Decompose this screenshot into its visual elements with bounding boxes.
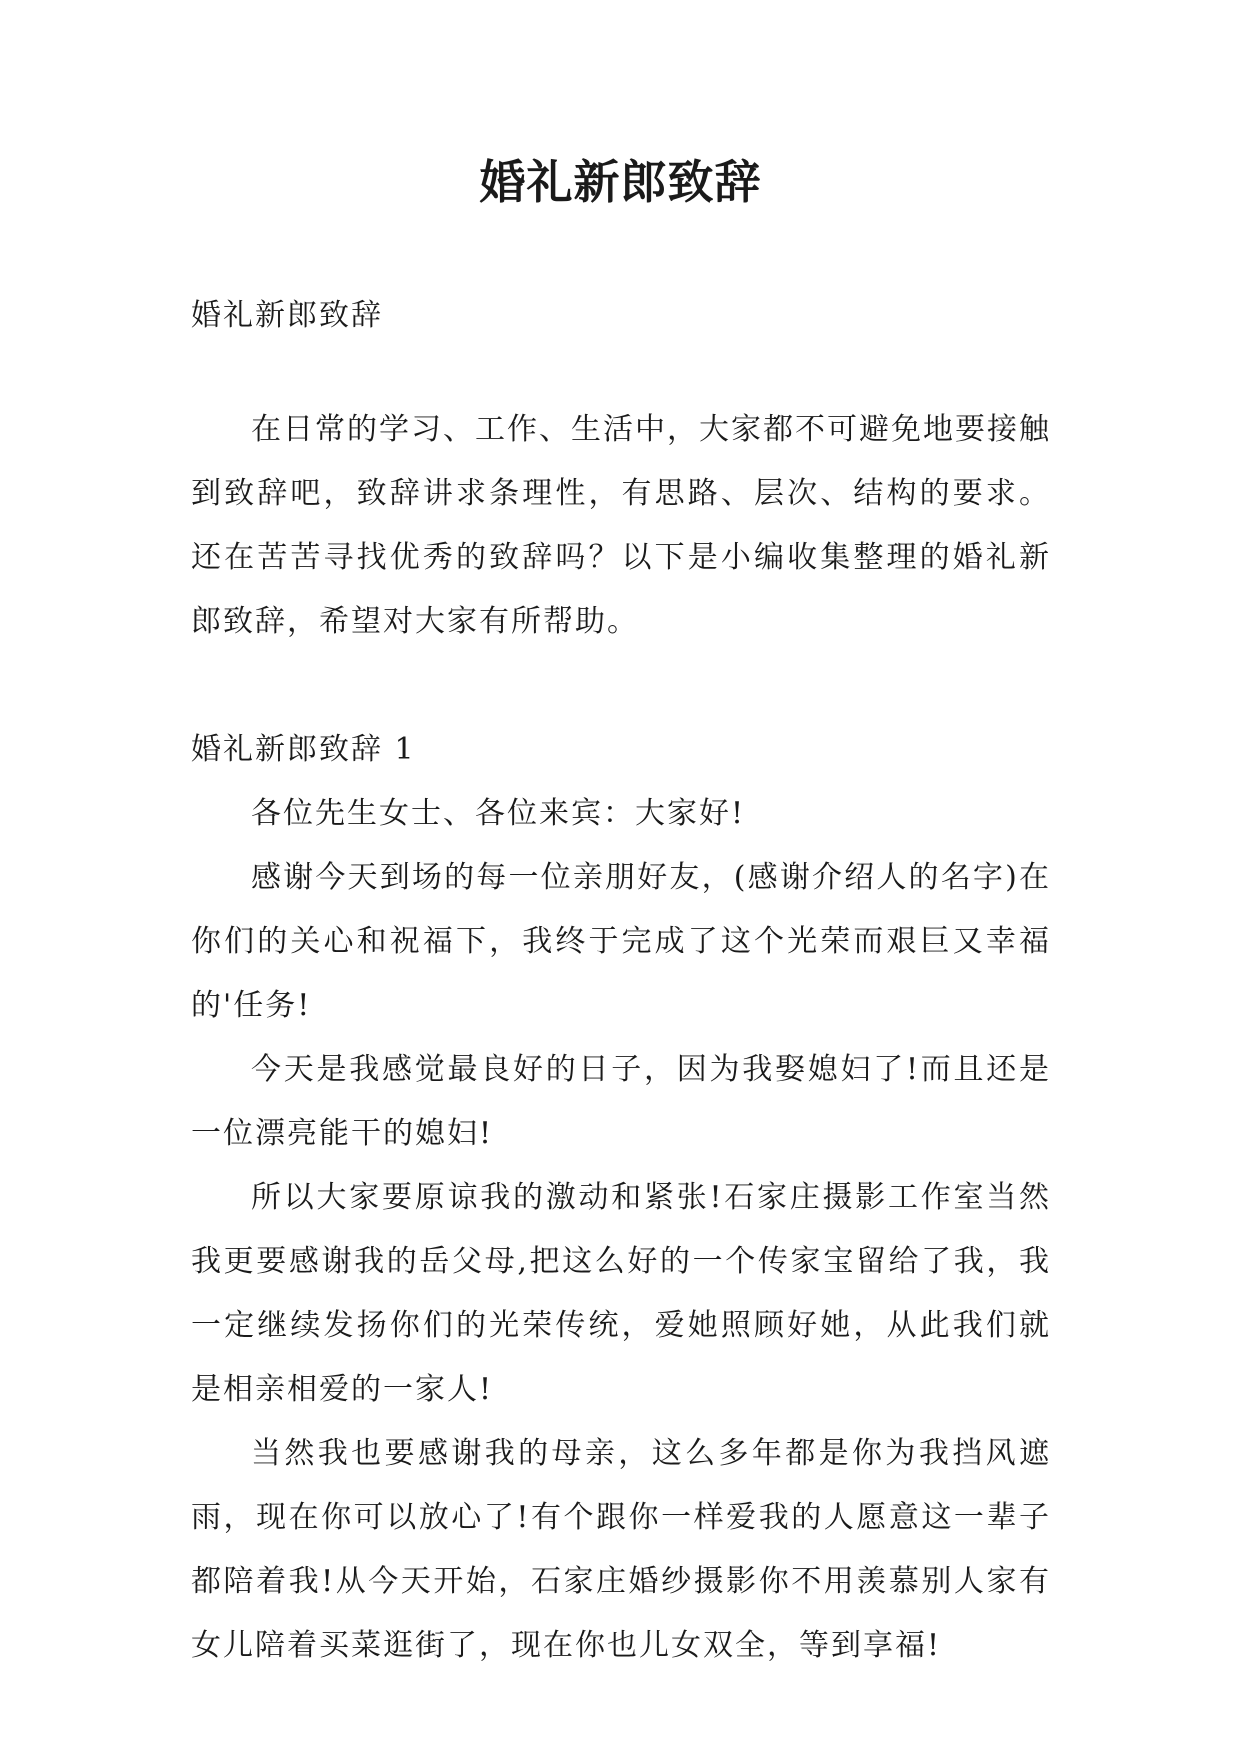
body-paragraph: 所以大家要原谅我的激动和紧张!石家庄摄影工作室当然我更要感谢我的岳父母,把这么好的一个传家宝留给了我，我一定继续发扬你们的光荣传统，爱她照顾好她，从此我们就是相亲相爱的一家人!: [191, 1180, 1051, 1407]
spacer: [191, 654, 1051, 718]
body-paragraph: 各位先生女士、各位来宾：大家好!: [251, 796, 746, 831]
document-subtitle: 婚礼新郎致辞: [191, 298, 383, 333]
body-paragraph: 今天是我感觉最良好的日子，因为我娶媳妇了!而且还是一位漂亮能干的媳妇!: [191, 1052, 1051, 1151]
document-body: [191, 284, 1051, 1678]
intro-paragraph: 在日常的学习、工作、生活中，大家都不可避免地要接触到致辞吧，致辞讲求条理性，有思路、层次、结构的要求。还在苦苦寻找优秀的致辞吗？以下是小编收集整理的婚礼新郎致辞，希望对大家有所帮助。: [191, 412, 1051, 639]
body-paragraph: 当然我也要感谢我的母亲，这么多年都是你为我挡风遮雨，现在你可以放心了!有个跟你一样爱我的人愿意这一辈子都陪着我!从今天开始，石家庄婚纱摄影你不用羡慕别人家有女儿陪着买菜逛街了，现在你也儿女双全，等到享福!: [191, 1436, 1051, 1663]
section-heading: 婚礼新郎致辞 1: [191, 732, 416, 767]
document-title: 婚礼新郎致辞: [479, 155, 762, 209]
spacer: [191, 348, 1051, 398]
body-paragraph: 感谢今天到场的每一位亲朋好友，(感谢介绍人的名字)在你们的关心和祝福下，我终于完成了这个光荣而艰巨又幸福的'任务!: [191, 860, 1051, 1023]
